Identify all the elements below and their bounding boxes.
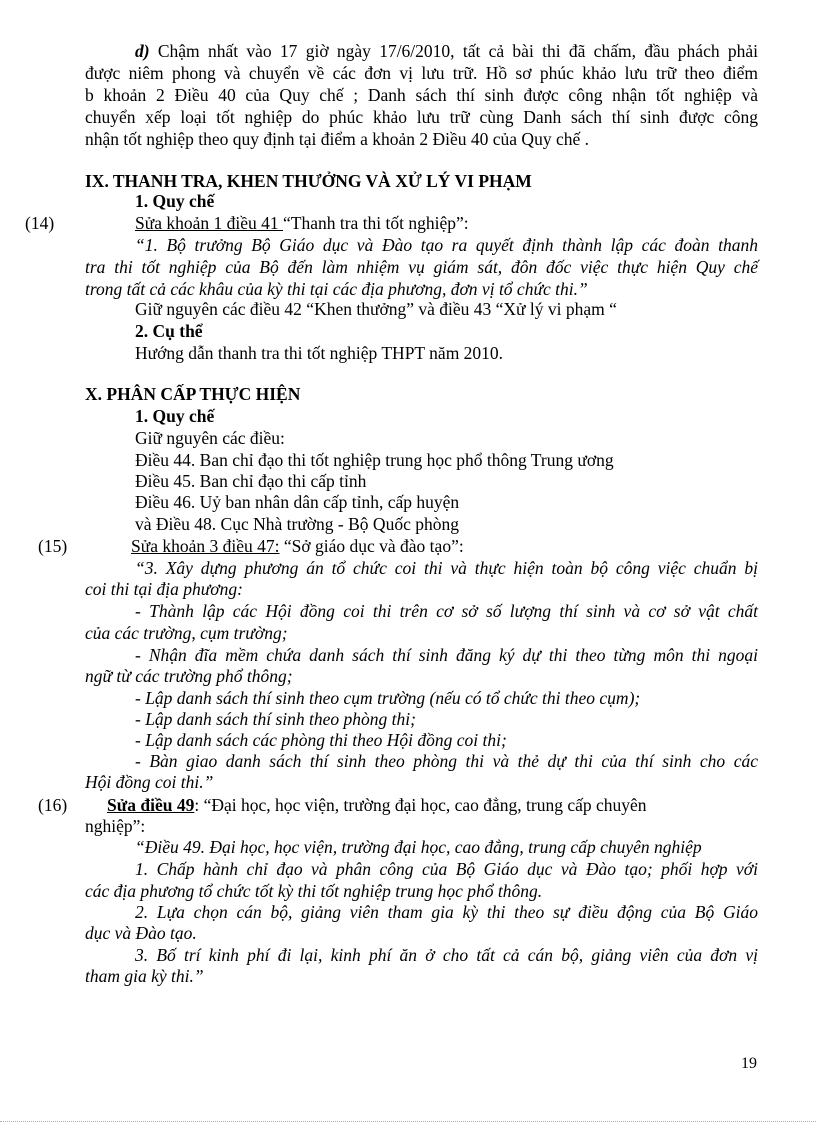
quote-line: “3. Xây dựng phương án tổ chức coi thi và thực hiện toàn bộ công việc chuẩn bị	[135, 558, 758, 578]
paragraph-line: b khoản 2 Điều 40 của Quy chế ; Danh sách thí sinh được công nhận tốt nghiệp và	[85, 85, 758, 105]
article-46: Điều 46. Uỷ ban nhân dân cấp tỉnh, cấp huyện	[135, 492, 460, 512]
quote-line: trong tất cả các khâu của kỳ thi tại các địa phương, đơn vị tổ chức thi.”	[85, 279, 588, 299]
page-bottom-divider	[0, 1121, 816, 1122]
page-number: 19	[741, 1055, 757, 1072]
quote-line: tham gia kỳ thi.”	[85, 966, 204, 986]
guide-line: Hướng dẫn thanh tra thi tốt nghiệp THPT năm 2010.	[135, 343, 504, 363]
article-48: và Điều 48. Cục Nhà trường - Bộ Quốc phòng	[135, 514, 459, 534]
section-ix-subheading-1: 1. Quy chế	[135, 191, 215, 211]
quote-line: “Điều 49. Đại học, học viện, trường đại học, cao đẳng, trung cấp chuyên nghiệp	[135, 837, 702, 857]
amendment-15	[131, 535, 464, 557]
section-ix-subheading-2: 2. Cụ thể	[135, 321, 203, 341]
section-ix-heading: IX. THANH TRA, KHEN THƯỞNG VÀ XỬ LÝ VI PHẠM	[85, 171, 532, 191]
quote-line: ngữ từ các trường phổ thông;	[85, 666, 293, 686]
quote-line: “1. Bộ trưởng Bộ Giáo dục và Đào tạo ra quyết định thành lập các đoàn thanh	[135, 235, 758, 255]
amendment-14	[135, 212, 469, 234]
amendment-15-title: “Sở giáo dục và đào tạo”:	[279, 536, 464, 556]
amendment-16-title-cont: nghiệp”:	[85, 816, 146, 836]
amendment-14-title: “Thanh tra thi tốt nghiệp”:	[283, 213, 469, 233]
quote-line: 3. Bố trí kinh phí đi lại, kinh phí ăn ở cho tất cả cán bộ, giảng viên của đơn vị	[135, 945, 758, 965]
quote-line: coi thi tại địa phương:	[85, 579, 243, 599]
section-x-heading: X. PHÂN CẤP THỰC HIỆN	[85, 384, 301, 404]
article-45: Điều 45. Ban chỉ đạo thi cấp tỉnh	[135, 471, 367, 491]
amendment-16	[107, 794, 647, 816]
quote-line: - Lập danh sách các phòng thi theo Hội đồng coi thi;	[135, 730, 507, 750]
quote-line: 1. Chấp hành chỉ đạo và phân công của Bộ Giáo dục và Đào tạo; phối hợp với	[135, 859, 758, 879]
amendment-15-ref: Sửa khoản 3 điều 47:	[131, 536, 280, 556]
paragraph-line: chuyển xếp loại tốt nghiệp do phúc khảo lưu trữ cùng Danh sách thí sinh được công	[85, 107, 758, 127]
paragraph-line: được niêm phong và chuyển về các đơn vị lưu trữ. Hồ sơ phúc khảo lưu trữ theo điểm	[85, 63, 758, 83]
quote-line: dục và Đào tạo.	[85, 923, 197, 943]
keep-intro: Giữ nguyên các điều:	[135, 428, 285, 448]
quote-line: 2. Lựa chọn cán bộ, giảng viên tham gia kỳ thi theo sự điều động của Bộ Giáo	[135, 902, 758, 922]
amendment-14-ref: Sửa khoản 1 điều 41	[135, 213, 284, 233]
quote-line: - Bàn giao danh sách thí sinh theo phòng thi và thẻ dự thi của thí sinh cho các	[135, 751, 758, 771]
quote-line: - Thành lập các Hội đồng coi thi trên cơ sở số lượng thí sinh và cơ sở vật chất	[135, 601, 758, 621]
section-x-subheading-1: 1. Quy chế	[135, 406, 215, 426]
item-d-text: Chậm nhất vào 17 giờ ngày 17/6/2010, tất cả bài thi đã chấm, đầu phách phải	[149, 41, 758, 61]
article-44: Điều 44. Ban chỉ đạo thi tốt nghiệp trung học phổ thông Trung ương	[135, 450, 614, 470]
amendment-marker-16: (16)	[38, 795, 68, 815]
quote-line: của các trường, cụm trường;	[85, 623, 288, 643]
item-d-label: d)	[135, 41, 150, 61]
quote-line: - Lập danh sách thí sinh theo phòng thi;	[135, 709, 416, 729]
quote-line: tra thi tốt nghiệp của Bộ đến làm nhiệm vụ giám sát, đôn đốc việc thực hiện Quy chế	[85, 257, 758, 277]
amendment-16-ref: Sửa điều 49	[107, 795, 195, 815]
keep-articles-line: Giữ nguyên các điều 42 “Khen thưởng” và điều 43 “Xử lý vi phạm “	[135, 299, 617, 319]
paragraph-line: nhận tốt nghiệp theo quy định tại điểm a khoản 2 Điều 40 của Quy chế .	[85, 129, 589, 149]
quote-line: các địa phương tổ chức tốt kỳ thi tốt nghiệp trung học phổ thông.	[85, 881, 543, 901]
quote-line: - Nhận đĩa mềm chứa danh sách thí sinh đăng ký dự thi theo từng môn thi ngoại	[135, 645, 758, 665]
amendment-16-title: : “Đại học, học viện, trường đại học, cao đẳng, trung cấp chuyên	[194, 795, 647, 815]
quote-line: - Lập danh sách thí sinh theo cụm trường (nếu có tổ chức thi theo cụm);	[135, 688, 641, 708]
item-d-line	[135, 40, 758, 62]
quote-line: Hội đồng coi thi.”	[85, 772, 214, 792]
amendment-marker-14: (14)	[25, 213, 55, 233]
amendment-marker-15: (15)	[38, 536, 68, 556]
